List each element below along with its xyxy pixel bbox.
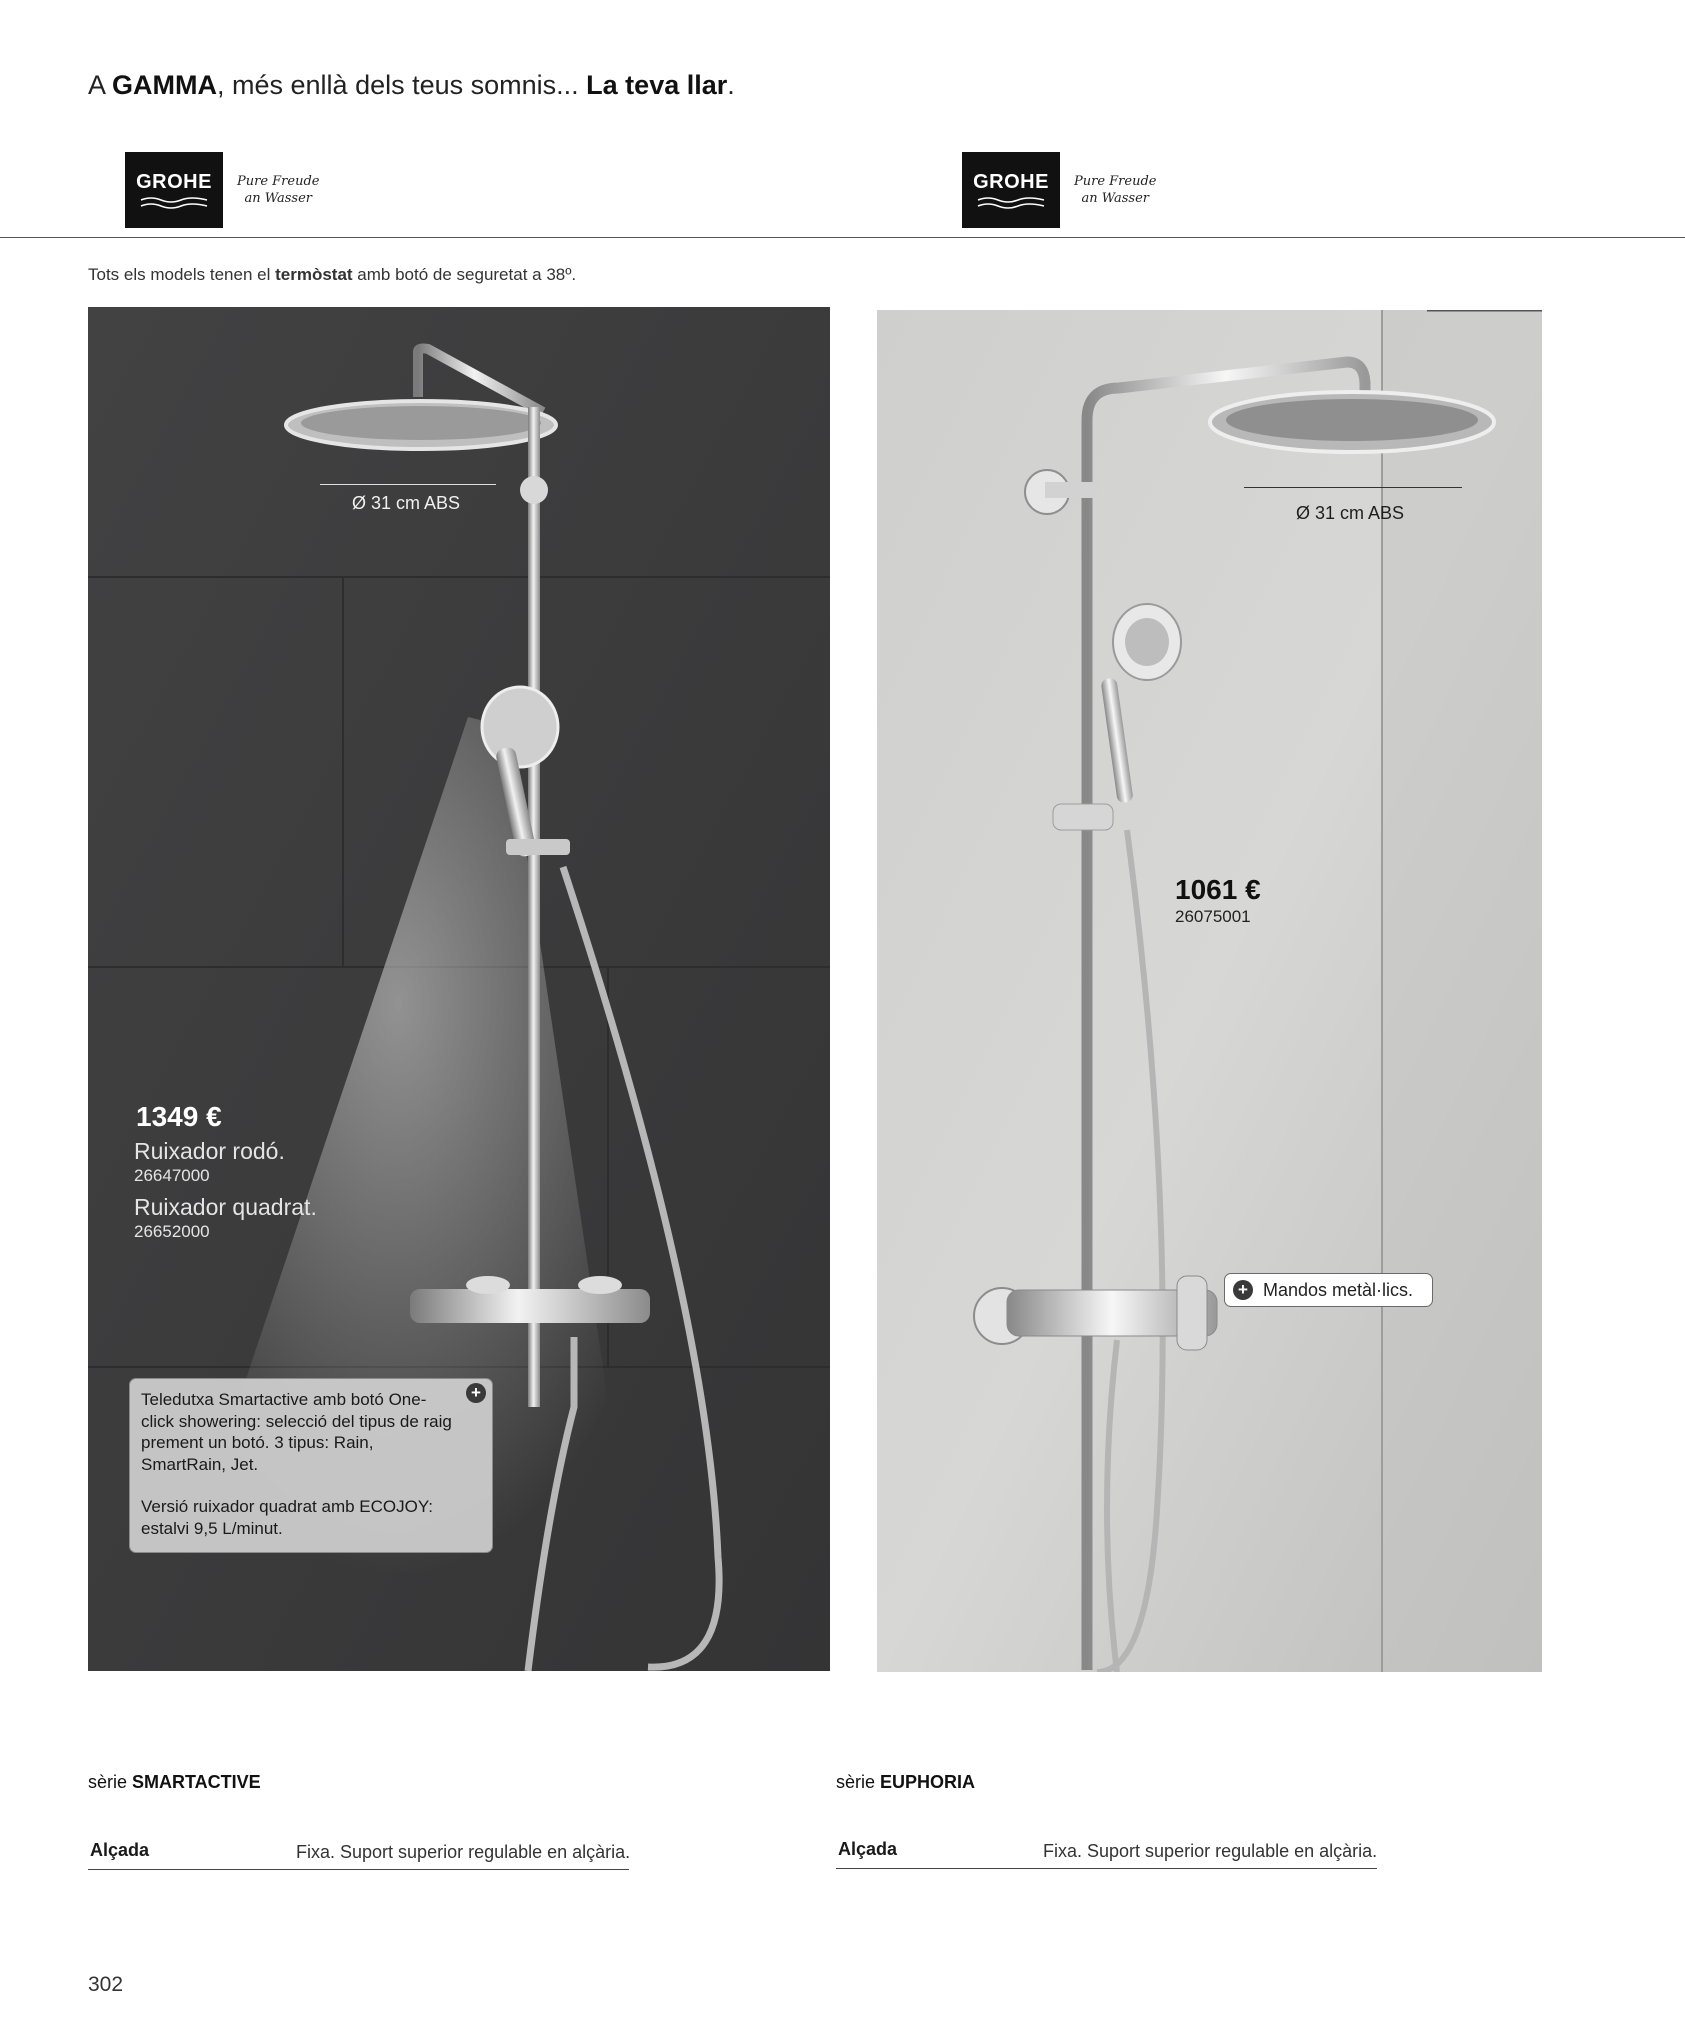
tagline-line-2: an Wasser [244, 191, 312, 206]
spec-value: Fixa. Suport superior regulable en alçària. [1043, 1841, 1378, 1861]
spec-row-left [88, 1836, 629, 1870]
intro-bold: termòstat [275, 265, 353, 284]
note-paragraph: Versió ruixador quadrat amb ECOJOY: estalvi 9,5 L/minut. [141, 1497, 433, 1538]
series-prefix: sèrie [836, 1772, 881, 1792]
tagline-line-2: an Wasser [1081, 191, 1149, 206]
series-name: SMARTACTIVE [132, 1772, 261, 1792]
price-right: 1061 € [1175, 874, 1261, 905]
series-prefix: sèrie [88, 1772, 133, 1792]
headline-bold: La teva llar [586, 70, 728, 100]
waves-icon [139, 196, 209, 210]
variant-name: Ruixador rodó. [134, 1138, 285, 1164]
spec-label: Alçada [90, 1840, 150, 1860]
plus-circle-icon: + [466, 1383, 486, 1403]
callout-label: Mandos metàl·lics. [1263, 1279, 1414, 1300]
series-title-left [88, 1772, 261, 1793]
spec-value: Fixa. Suport superior regulable en alçària. [296, 1842, 631, 1862]
page-headline [88, 70, 735, 101]
dimension-line-right [1244, 487, 1462, 488]
page-number: 302 [88, 1973, 124, 1996]
variant-code: 26652000 [134, 1222, 210, 1241]
header-divider [0, 237, 1685, 238]
series-title-right [836, 1772, 975, 1793]
grohe-logo-left [125, 152, 319, 228]
price-left: 1349 € [136, 1101, 222, 1132]
tagline-line-1: Pure Freude [1074, 174, 1157, 189]
logo-word: GROHE [973, 170, 1049, 193]
headline-pre: A [88, 70, 113, 100]
product-code-right: 26075001 [1175, 907, 1251, 926]
spec-row-right [836, 1835, 1377, 1869]
intro-post: amb botó de seguretat a 38º. [352, 265, 577, 284]
variant-name: Ruixador quadrat. [134, 1194, 317, 1220]
logo-tagline [237, 173, 319, 207]
headline-brand: GAMMA [112, 70, 218, 100]
dimension-line-left [320, 484, 496, 485]
intro-pre: Tots els models tenen el [88, 265, 276, 284]
plus-circle-icon: + [1233, 1280, 1253, 1300]
spec-label: Alçada [838, 1839, 898, 1859]
grohe-logo-right [962, 152, 1156, 228]
headline-end: . [727, 70, 735, 100]
dimension-label-right: Ø 31 cm ABS [1296, 503, 1405, 523]
dimension-label-left: Ø 31 cm ABS [352, 493, 461, 513]
headline-mid: , més enllà dels teus somnis... [217, 70, 587, 100]
note-paragraph: Teledutxa Smartactive amb botó One-click showering: selecció del tipus de raig prement un botó. 3 tipus: Rain, SmartRain, Jet. [141, 1390, 452, 1474]
shower-system-light-image [877, 310, 1542, 1672]
logo-tagline [1074, 173, 1156, 207]
series-name: EUPHORIA [880, 1772, 976, 1792]
intro-text [88, 265, 576, 285]
variant-code: 26647000 [134, 1166, 210, 1185]
euphoria-product-photo [877, 310, 1542, 1672]
logo-word: GROHE [136, 170, 212, 193]
feature-note-box [129, 1378, 493, 1553]
grohe-logo-box [962, 152, 1060, 228]
waves-icon [976, 196, 1046, 210]
tagline-line-1: Pure Freude [237, 174, 320, 189]
grohe-logo-box [125, 152, 223, 228]
metal-controls-callout [1224, 1273, 1433, 1307]
